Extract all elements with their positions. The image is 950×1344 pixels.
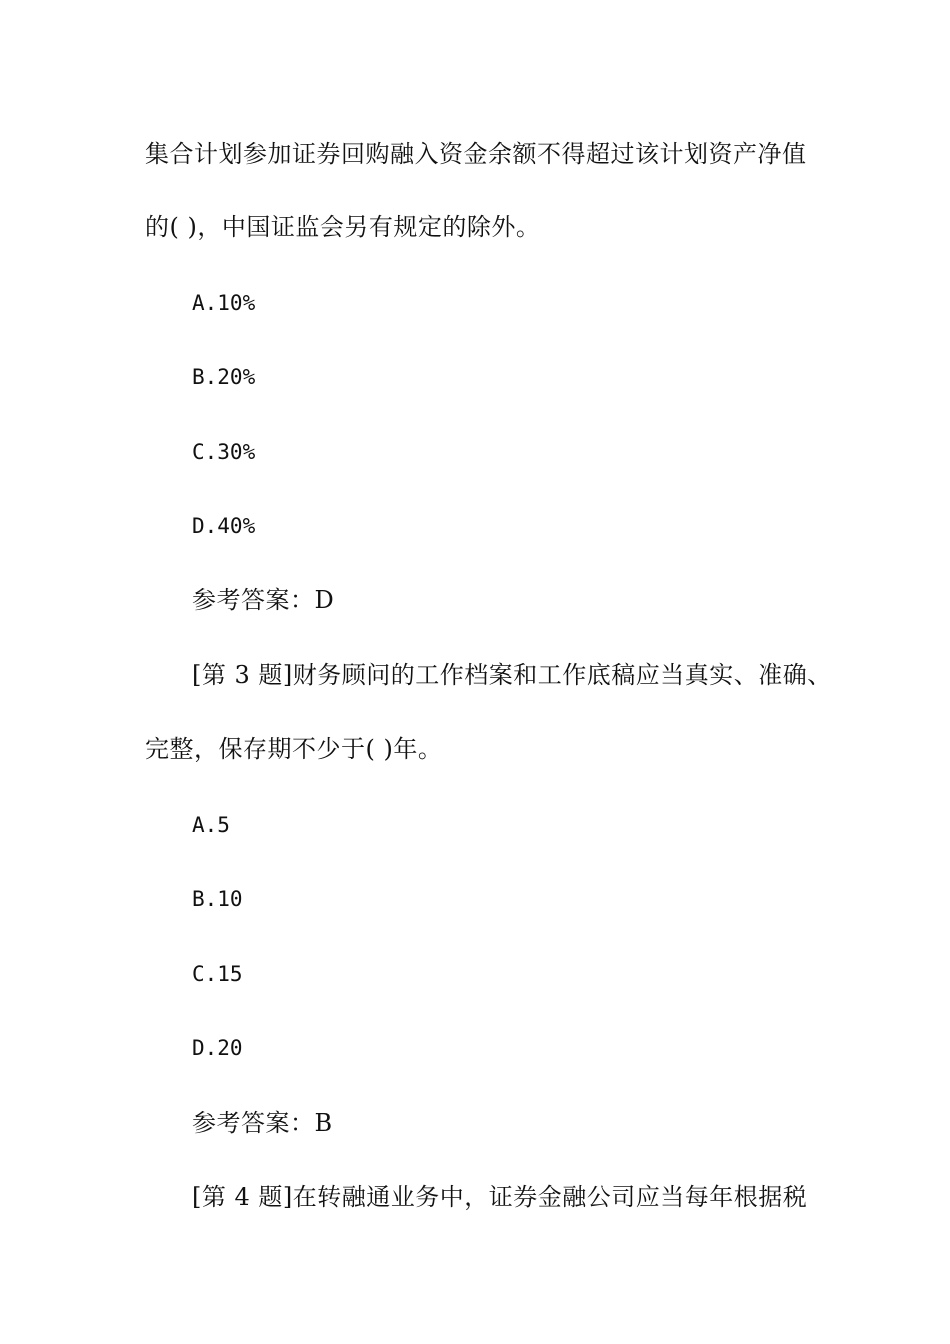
question-2-option-d: D.40% xyxy=(192,514,256,538)
question-4-text-line-1: [第 4 题]在转融通业务中，证券金融公司应当每年根据税 xyxy=(192,1183,808,1211)
question-3-option-d: D.20 xyxy=(192,1036,243,1060)
question-2-option-a: A.10% xyxy=(192,291,256,315)
question-3-option-b: B.10 xyxy=(192,887,243,911)
question-2-text-line-2: 的( )，中国证监会另有规定的除外。 xyxy=(145,213,541,241)
question-3-option-a: A.5 xyxy=(192,813,230,837)
question-2-option-b: B.20% xyxy=(192,365,256,389)
question-3-text-line-1: [第 3 题]财务顾问的工作档案和工作底稿应当真实、准确、 xyxy=(192,661,832,689)
question-2-text-line-1: 集合计划参加证券回购融入资金余额不得超过该计划资产净值 xyxy=(145,140,807,168)
question-3-option-c: C.15 xyxy=(192,962,243,986)
question-2-option-c: C.30% xyxy=(192,440,256,464)
question-3-text-line-2: 完整，保存期不少于( )年。 xyxy=(145,735,443,763)
question-2-answer: 参考答案：D xyxy=(192,586,335,614)
question-3-answer: 参考答案：B xyxy=(192,1109,333,1137)
